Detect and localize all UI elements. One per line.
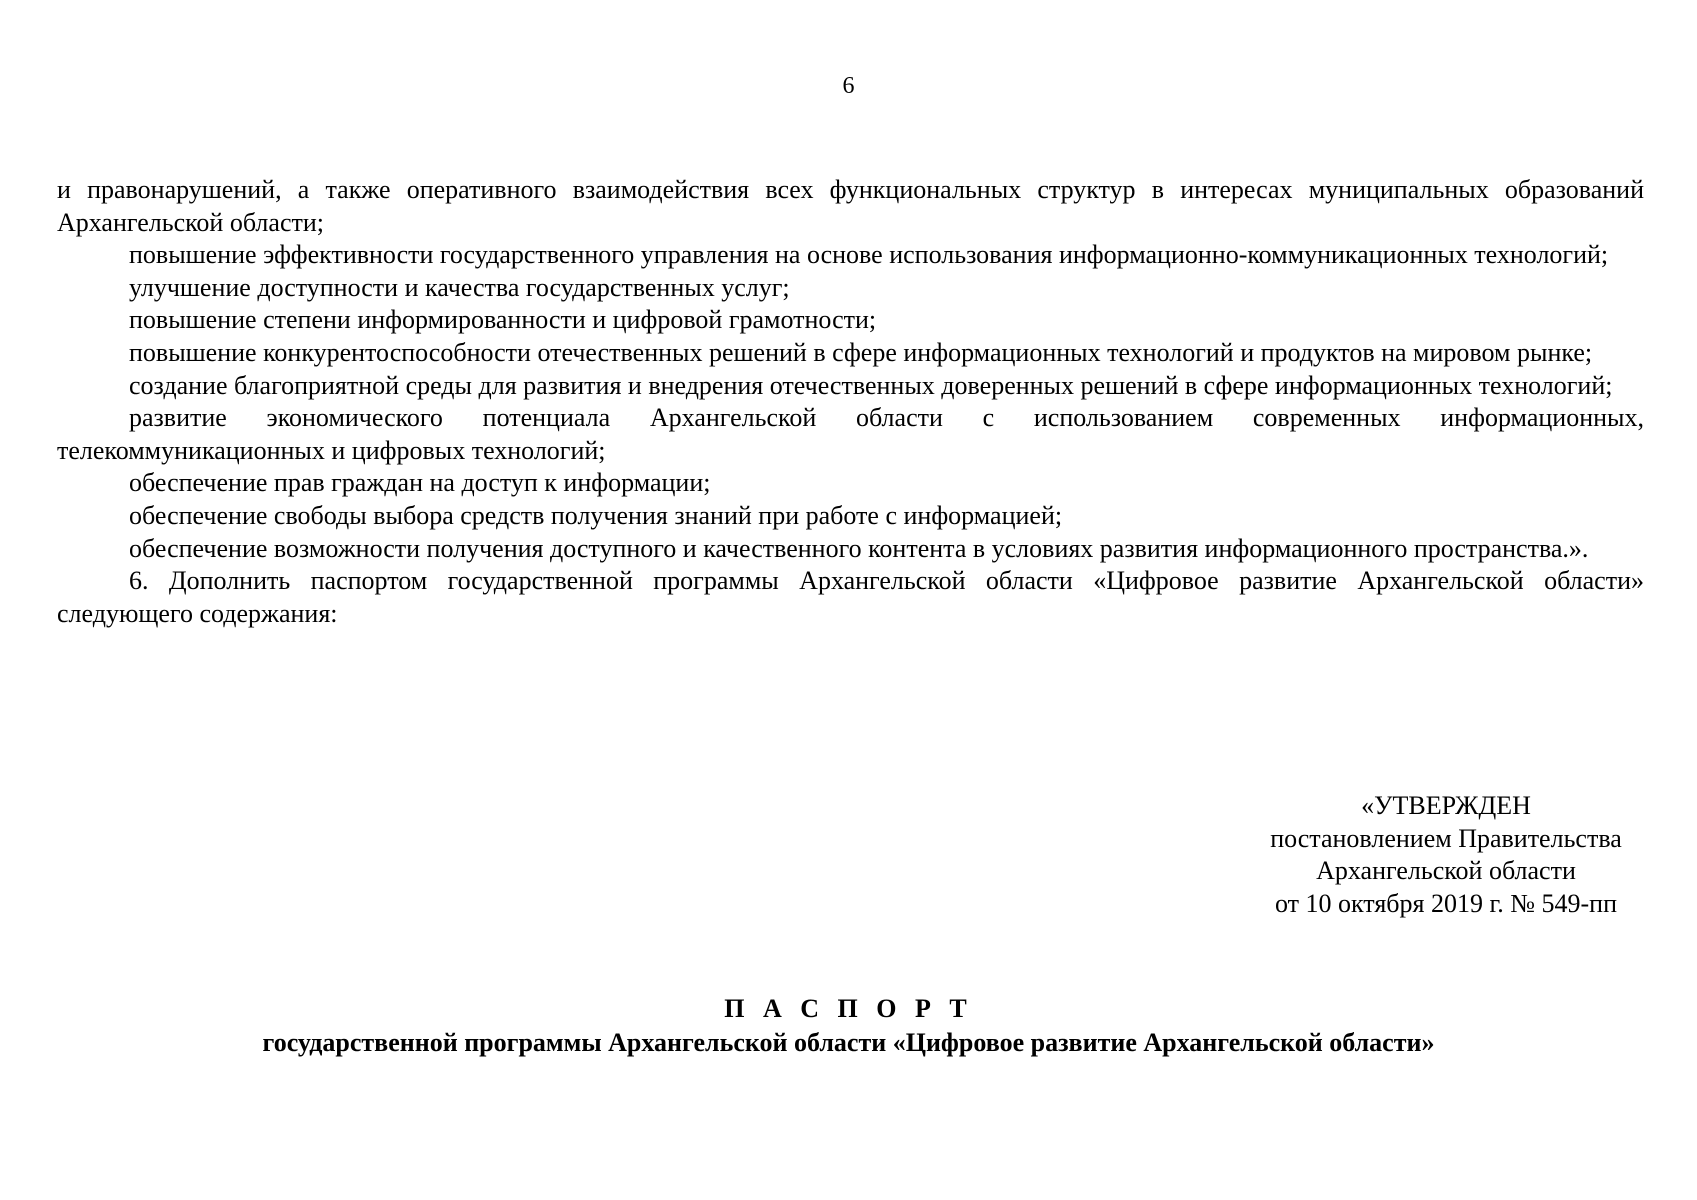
paragraph: обеспечение прав граждан на доступ к информации; bbox=[129, 468, 711, 498]
approval-heading: «УТВЕРЖДЕН bbox=[1361, 791, 1531, 820]
title-heading: П А С П О Р Т bbox=[724, 994, 973, 1023]
paragraph: повышение степени информированности и цифровой грамотности; bbox=[129, 305, 877, 335]
paragraph: улучшение доступности и качества государственных услуг; bbox=[129, 272, 790, 302]
paragraph: и правонарушений, а также оперативного взаимодействия всех функциональных структур в интересах муниципальных образований Архангельской области; bbox=[57, 175, 1644, 237]
paragraph: повышение конкурентоспособности отечественных решений в сфере информационных технологий и продуктов на мировом рынке; bbox=[129, 337, 1593, 367]
paragraph: обеспечение возможности получения доступного и качественного контента в условиях развития информационного пространства.». bbox=[129, 533, 1589, 563]
document-title bbox=[0, 992, 1697, 1060]
paragraph: развитие экономического потенциала Архангельской области с использованием современных информационных, телекоммуникационных и цифровых технологий; bbox=[57, 403, 1644, 465]
title-subtitle: государственной программы Архангельской области «Цифровое развитие Архангельской области» bbox=[262, 1028, 1435, 1057]
paragraph: повышение эффективности государственного управления на основе использования информационно-коммуникационных технологий; bbox=[129, 240, 1609, 270]
body-text bbox=[57, 174, 1644, 630]
paragraph: 6. Дополнить паспортом государственной программы Архангельской области «Цифровое развитие Архангельской области» следующего содержания: bbox=[57, 566, 1644, 628]
paragraph: создание благоприятной среды для развития и внедрения отечественных доверенных решений в сфере информационных технологий; bbox=[129, 370, 1613, 400]
approval-line: постановлением Правительства bbox=[1270, 823, 1622, 853]
page-number: 6 bbox=[842, 73, 855, 99]
approval-date: от 10 октября 2019 г. № 549-пп bbox=[1275, 888, 1617, 918]
approval-line: Архангельской области bbox=[1316, 856, 1576, 885]
approval-stamp bbox=[1230, 790, 1662, 920]
paragraph: обеспечение свободы выбора средств получения знаний при работе с информацией; bbox=[129, 500, 1063, 530]
